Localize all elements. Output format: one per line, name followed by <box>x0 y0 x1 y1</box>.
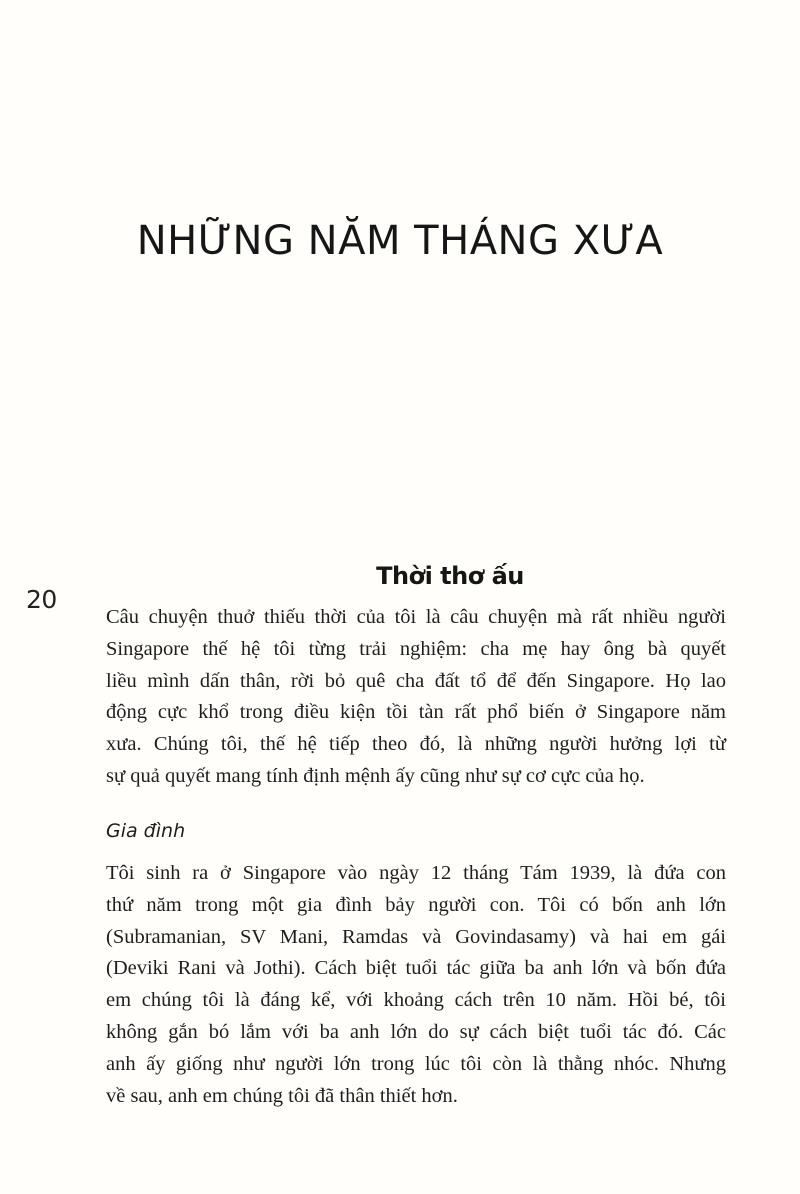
text-line: em chúng tôi là đáng kể, với khoảng cách trên 10 năm. Hồi bé, tôi <box>106 989 726 1012</box>
text-line: (Subramanian, SV Mani, Ramdas và Govindasamy) và hai em gái <box>106 925 726 948</box>
section-title: Thời thơ ấu <box>376 562 524 590</box>
text-line: động cực khổ trong điều kiện tồi tàn rất phổ biến ở Singapore năm <box>106 701 726 724</box>
chapter-title: NHỮNG NĂM THÁNG XƯA <box>136 218 664 264</box>
text-line: Câu chuyện thuở thiếu thời của tôi là câu chuyện mà rất nhiều người <box>106 606 726 628</box>
text-line: (Deviki Rani và Jothi). Cách biệt tuổi tác giữa ba anh lớn và bốn đứa <box>106 957 726 980</box>
subsection-title: Gia đình <box>106 820 186 842</box>
text-line: anh ấy giống như người lớn trong lúc tôi còn là thằng nhóc. Nhưng <box>106 1052 726 1075</box>
text-line: xưa. Chúng tôi, thế hệ tiếp theo đó, là những người hưởng lợi từ <box>106 733 726 756</box>
text-line: không gắn bó lắm với ba anh lớn do sự cách biệt tuổi tác đó. Các <box>106 1020 726 1043</box>
text-line: Singapore thế hệ tôi từng trải nghiệm: cha mẹ hay ông bà quyết <box>106 637 726 660</box>
paragraph-childhood <box>106 602 726 793</box>
page-number: 20 <box>26 585 57 614</box>
paragraph-family <box>106 858 726 1112</box>
text-line: Tôi sinh ra ở Singapore vào ngày 12 tháng Tám 1939, là đứa con <box>106 862 726 884</box>
text-line: sự quả quyết mang tính định mệnh ấy cũng như sự cơ cực của họ. <box>106 764 645 787</box>
text-line: về sau, anh em chúng tôi đã thân thiết hơn. <box>106 1084 458 1107</box>
text-line: liều mình dấn thân, rời bỏ quê cha đất tổ để đến Singapore. Họ lao <box>106 669 726 692</box>
text-line: thứ năm trong một gia đình bảy người con. Tôi có bốn anh lớn <box>106 893 726 916</box>
